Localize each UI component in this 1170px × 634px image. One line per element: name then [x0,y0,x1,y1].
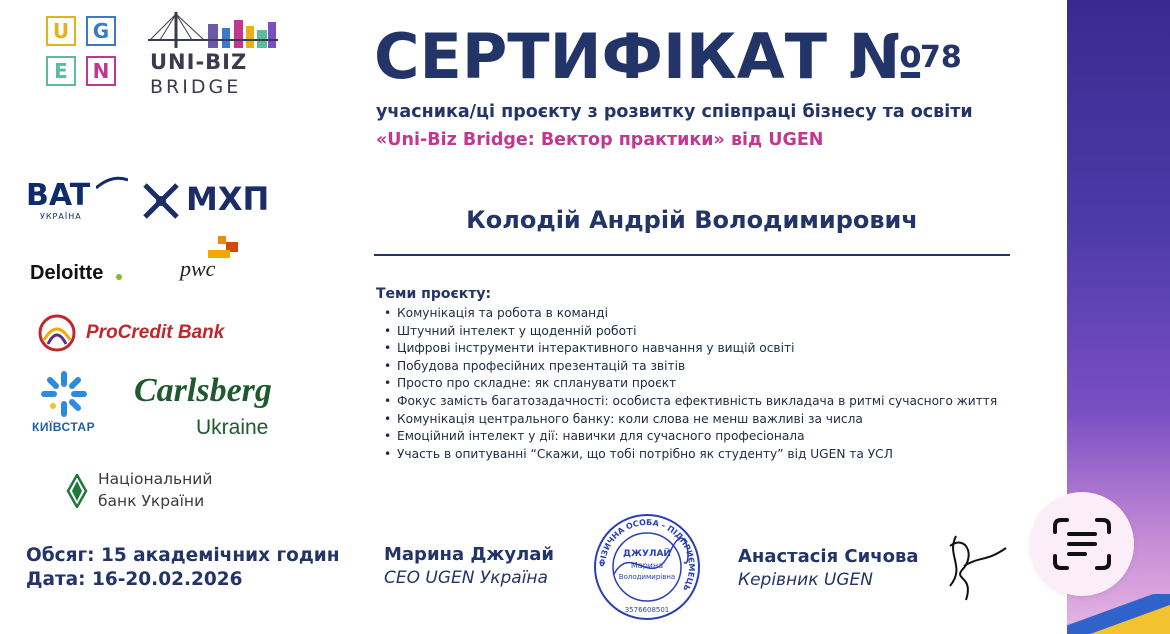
signatory-1-name: Марина Джулай [384,544,555,565]
signatory-2-role: Керівник UGEN [738,570,873,590]
project-name: «Uni-Biz Bridge: Вектор практики» від UGEN [376,130,824,150]
official-stamp [592,512,702,622]
procredit-emblem-icon [38,314,76,352]
certificate-title: СЕРТИФІКАТ № [374,20,924,93]
kyivstar-logo: КИЇВСТАР [32,420,96,434]
ugen-letter-e: E [46,56,76,86]
bridge-skyline-icon [148,10,278,50]
certificate-subtitle: учасника/ці проєкту з розвитку співпраці бізнесу та освіти [376,102,973,122]
pwc-logo: pwc [180,256,216,281]
ugen-logo [46,16,122,92]
certificate-number: 78 [920,40,962,75]
stamp-center-line1: ДЖУЛАЙ [623,549,671,559]
handwritten-signature [936,526,1008,604]
signatory-1-role: CEO UGEN Україна [384,568,548,588]
topic-item: • Комунікація центрального банку: коли слова не менш важливі за числа [384,411,997,429]
recipient-name: Колодій Андрій Володимирович [466,206,918,234]
procredit-bank-logo: ProCredit Bank [86,322,225,343]
ugen-letter-n: N [86,56,116,86]
topics-heading: Теми проєкту: [376,286,492,302]
nbu-emblem-icon [66,474,88,508]
stamp-ring-text: ФІЗИЧНА ОСОБА - ПІДПРИЄМЕЦЬ [597,517,697,593]
carlsberg-ukraine-text: Ukraine [196,416,269,439]
scan-text-button[interactable] [1030,492,1134,596]
topic-item: • Побудова професійних презентацій та звітів [384,358,997,376]
bat-logo: BAT [26,178,91,213]
text-scan-icon [1053,518,1111,570]
mhp-logo: МХП [186,180,270,218]
ugen-letter-u: U [46,16,76,46]
topic-item: • Цифрові інструменти інтерактивного навчання у вищій освіті [384,340,997,358]
uni-biz-bridge-logo [148,10,278,98]
course-date: Дата: 16-20.02.2026 [26,569,243,590]
uni-biz-text: UNI-BIZ [150,50,248,74]
nbu-logo-line1: Національний [98,470,213,488]
bridge-text: BRIDGE [150,76,242,98]
bat-swoosh-icon [96,176,128,190]
signatory-2-name: Анастасія Сичова [738,546,919,567]
deloitte-logo: Deloitte [30,262,104,284]
topic-item: • Просто про складне: як спланувати проєкт [384,375,997,393]
deloitte-dot-icon [116,274,122,280]
topic-item: • Участь в опитуванні “Скажи, що тобі потрібно як студенту” від UGEN та УСЛ [384,446,997,464]
topics-list [384,305,997,463]
stamp-center-line3: Володимирівна [618,573,676,581]
topic-item: • Емоційний інтелект у дії: навички для сучасного професіонала [384,428,997,446]
stamp-center-line2: Марина [630,561,664,570]
ugen-letter-g: G [86,16,116,46]
topic-item: • Фокус замість багатозадачності: особиста ефективність викладача в ритмі сучасного життя [384,393,997,411]
kyivstar-star-icon [40,370,88,418]
mhp-windmill-icon [142,182,180,220]
stamp-code: 3576608501 [624,606,670,614]
bat-logo-subtitle: УКРАЇНА [40,212,82,221]
topic-item: • Комунікація та робота в команді [384,305,997,323]
nbu-logo-line2: банк України [98,492,205,510]
topic-item: • Штучний інтелект у щоденній роботі [384,323,997,341]
course-volume: Обсяг: 15 академічних годин [26,545,340,566]
carlsberg-logo: Carlsberg [134,372,272,409]
name-underline [374,254,1010,256]
